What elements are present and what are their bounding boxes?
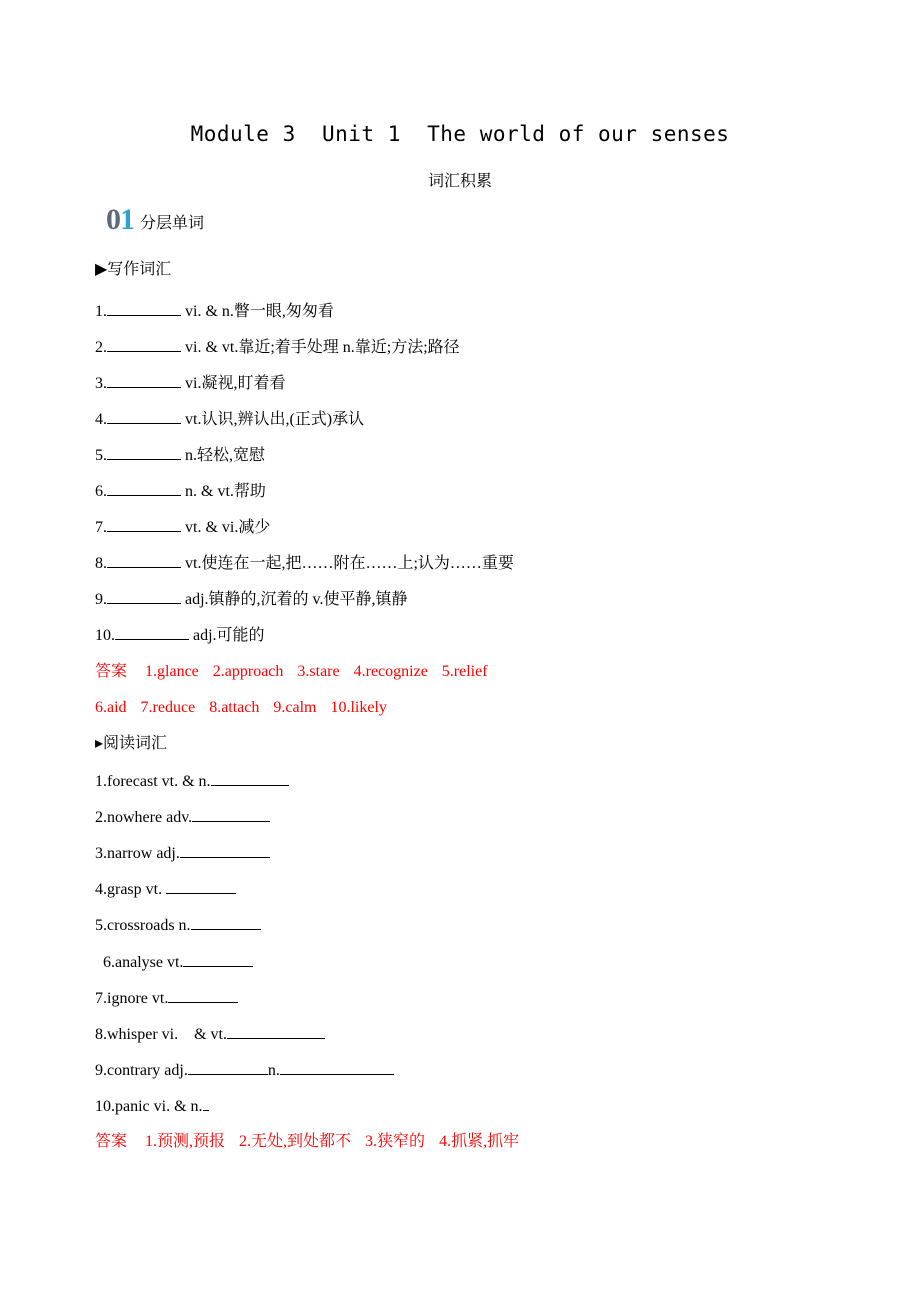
answer-blank[interactable] [227,1024,325,1039]
reading-item-4: 4.grasp vt. [95,879,236,900]
answer-blank[interactable] [191,915,261,930]
writing-item-1: 1. vi. & n.瞥一眼,匆匆看 [95,303,334,320]
writing-item-6: 6. n. & vt.帮助 [95,483,266,500]
writing-item-7: 7. vt. & vi.减少 [95,519,271,536]
reading-item-1: 1.forecast vt. & n. [95,771,289,792]
answer-blank[interactable] [107,517,181,532]
section-number: 01 [106,203,134,236]
writing-heading: ▶写作词汇 [95,261,172,278]
answer-blank[interactable] [166,879,236,894]
answer-blank[interactable] [107,409,181,424]
writing-item-3: 3. vi.凝视,盯着看 [95,375,286,392]
writing-item-4: 4. vt.认识,辨认出,(正式)承认 [95,411,365,428]
reading-item-6: 6.analyse vt. [95,952,253,973]
reading-item-5: 5.crossroads n. [95,915,261,936]
page-subtitle: 词汇积累 [427,173,492,190]
answer-blank[interactable] [107,337,181,352]
writing-item-8: 8. vt.使连在一起,把……附在……上;认为……重要 [95,555,514,572]
answer-blank[interactable] [280,1060,394,1075]
answer-blank[interactable] [107,445,181,460]
reading-item-7: 7.ignore vt. [95,988,238,1009]
reading-item-10: 10.panic vi. & n. [95,1096,209,1117]
reading-answers: 答案 1.预测,预报 2.无处,到处都不 3.狭窄的 4.抓紧,抓牢 [95,1133,520,1150]
answer-blank[interactable] [211,771,289,786]
answer-blank[interactable] [107,301,181,316]
reading-heading: ▸阅读词汇 [95,735,168,752]
answer-blank[interactable] [107,373,181,388]
writing-answers-line-1: 答案 1.glance 2.approach 3.stare 4.recognize 5.relief [95,663,488,680]
writing-item-2: 2. vi. & vt.靠近;着手处理 n.靠近;方法;路径 [95,339,460,356]
section-header [106,205,204,235]
page-title: Module 3 Unit 1 The world of our senses [190,122,730,146]
answer-blank[interactable] [183,952,253,967]
reading-item-3: 3.narrow adj. [95,843,270,864]
answer-blank[interactable] [180,843,270,858]
answer-blank[interactable] [107,589,181,604]
reading-item-8: 8.whisper vi. & vt. [95,1024,325,1045]
writing-item-5: 5. n.轻松,宽慰 [95,447,266,464]
answer-blank[interactable] [188,1060,268,1075]
writing-answers-line-2: 6.aid 7.reduce 8.attach 9.calm 10.likely [95,699,387,716]
answer-blank[interactable] [203,1096,209,1111]
section-label: 分层单词 [140,215,205,232]
answer-blank[interactable] [107,553,181,568]
reading-item-2: 2.nowhere adv. [95,807,270,828]
answer-blank[interactable] [192,807,270,822]
writing-item-9: 9. adj.镇静的,沉着的 v.使平静,镇静 [95,591,408,608]
writing-item-10: 10. adj.可能的 [95,627,265,644]
answer-blank[interactable] [107,481,181,496]
answer-blank[interactable] [168,988,238,1003]
reading-item-9: 9.contrary adj. n. [95,1060,394,1081]
answer-blank[interactable] [115,625,189,640]
